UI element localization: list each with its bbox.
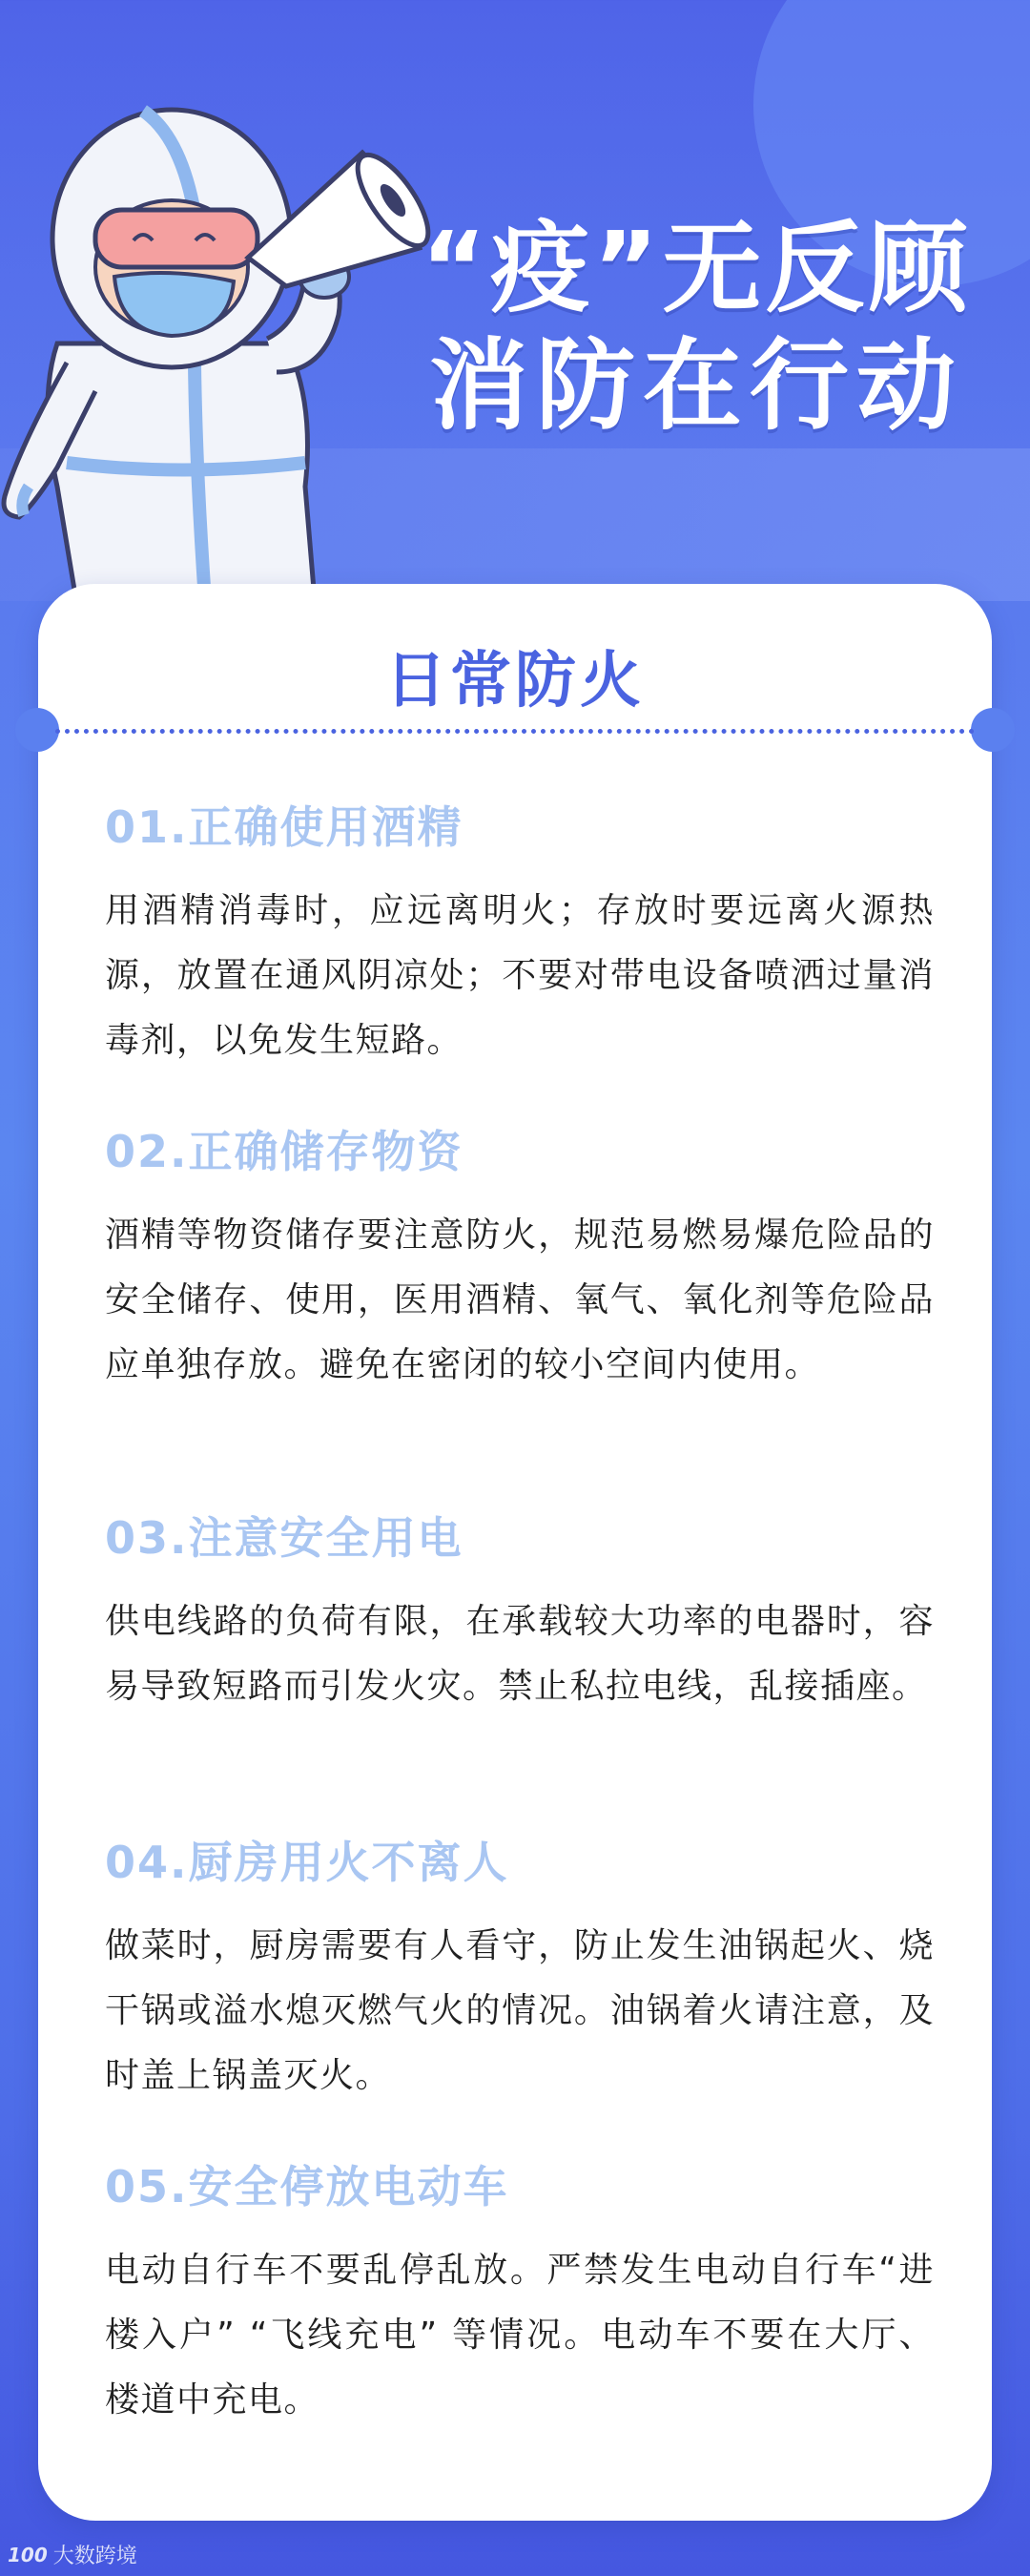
tip-section-2 — [105, 1123, 935, 1398]
tip-body: 用酒精消毒时，应远离明火；存放时要远离火源热源，放置在通风阴凉处；不要对带电设备喷洒过量消毒剂，以免发生短路。 — [105, 891, 935, 1060]
tip-section-3 — [105, 1509, 935, 1719]
tip-body: 供电线路的负荷有限，在承载较大功率的电器时，容易导致短路而引发火灾。禁止私拉电线，乱接插座。 — [105, 1602, 935, 1706]
hero-headline — [401, 210, 992, 444]
health-worker-illustration — [0, 86, 448, 601]
tip-section-4 — [105, 1834, 935, 2109]
card-notch-right — [971, 708, 1015, 752]
content-card — [38, 584, 992, 2521]
tip-body: 酒精等物资储存要注意防火，规范易燃易爆危险品的安全储存、使用，医用酒精、氧气、氧化剂等危险品应单独存放。避免在密闭的较小空间内使用。 — [105, 1215, 935, 1384]
tip-heading: 05.安全停放电动车 — [105, 2161, 509, 2212]
tip-heading: 01.正确使用酒精 — [105, 801, 464, 853]
tip-heading: 02.正确储存物资 — [105, 1126, 464, 1177]
tip-section-1 — [105, 799, 935, 1073]
card-title: 日常防火 — [385, 646, 645, 717]
card-notch-left — [15, 708, 59, 752]
watermark-logo: 100 — [8, 2543, 48, 2566]
watermark — [8, 2540, 137, 2569]
watermark-text: 大数跨境 — [52, 2545, 137, 2568]
tip-heading: 03.注意安全用电 — [105, 1512, 464, 1564]
hero-title-line-1: “疫”无反顾 — [421, 210, 972, 326]
hero-title-line-2: 消防在行动 — [428, 326, 963, 444]
tip-body: 做菜时，厨房需要有人看守，防止发生油锅起火、烧干锅或溢水熄灭燃气火的情况。油锅着火请注意，及时盖上锅盖灭火。 — [105, 1926, 935, 2095]
dotted-divider — [55, 729, 975, 734]
tip-body: 电动自行车不要乱停乱放。严禁发生电动自行车“进楼入户” “飞线充电” 等情况。电动车不要在大厅、楼道中充电。 — [105, 2251, 935, 2420]
tip-section-5 — [105, 2158, 935, 2433]
tip-heading: 04.厨房用火不离人 — [105, 1837, 509, 1888]
